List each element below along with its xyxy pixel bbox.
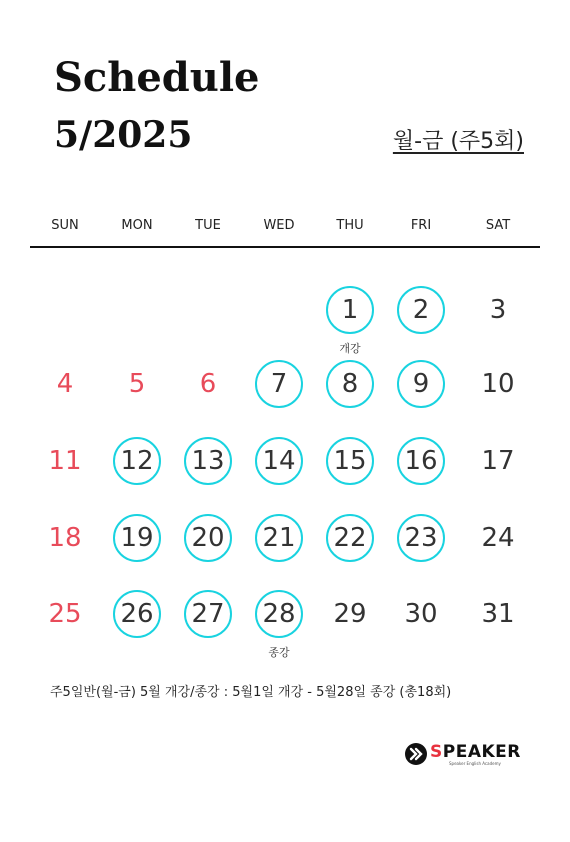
logo-rest: PEAKER: [442, 742, 521, 762]
weekday-thu: THU: [336, 218, 364, 233]
day-note-28: 종강: [268, 646, 290, 659]
month-year: 5/2025: [54, 114, 193, 156]
speaker-logo: [405, 741, 525, 769]
day-cell-15: 15: [326, 437, 374, 485]
weekday-fri: FRI: [410, 218, 432, 233]
weekday-wed: WED: [263, 218, 295, 233]
day-cell-11: 11: [48, 446, 82, 476]
day-cell-1: 1: [326, 286, 374, 334]
day-cell-8: 8: [326, 360, 374, 408]
weekday-sat: SAT: [485, 218, 511, 233]
day-cell-21: 21: [255, 514, 303, 562]
day-cell-19: 19: [113, 514, 161, 562]
day-cell-4: 4: [56, 369, 74, 399]
schedule-note: 주5일반(월-금) 5월 개강/종강 : 5월1일 개강 - 5월28일 종강 (총18회): [50, 685, 452, 700]
day-cell-13: 13: [184, 437, 232, 485]
day-cell-22: 22: [326, 514, 374, 562]
day-cell-20: 20: [184, 514, 232, 562]
page-title: Schedule: [54, 54, 260, 101]
weekday-mon: MON: [121, 218, 153, 233]
day-cell-10: 10: [481, 369, 515, 399]
day-cell-16: 16: [397, 437, 445, 485]
logo-accent: S: [430, 742, 443, 762]
day-cell-23: 23: [397, 514, 445, 562]
day-cell-12: 12: [113, 437, 161, 485]
day-cell-27: 27: [184, 590, 232, 638]
logo-tagline: Speaker English Academy: [449, 761, 501, 766]
day-cell-5: 5: [128, 369, 146, 399]
day-cell-28: 28: [255, 590, 303, 638]
day-cell-2: 2: [397, 286, 445, 334]
day-cell-24: 24: [481, 523, 515, 553]
day-cell-9: 9: [397, 360, 445, 408]
logo-mark-icon: [405, 743, 427, 765]
weekday-header: [0, 216, 570, 236]
logo-wordmark: [430, 741, 521, 763]
frequency-label: 월-금 (주5회): [392, 129, 524, 154]
day-cell-29: 29: [333, 599, 367, 629]
header-divider: [30, 246, 540, 248]
day-cell-18: 18: [48, 523, 82, 553]
weekday-tue: TUE: [195, 218, 221, 233]
day-cell-17: 17: [481, 446, 515, 476]
day-note-1: 개강: [339, 342, 361, 355]
day-cell-26: 26: [113, 590, 161, 638]
day-cell-3: 3: [489, 295, 507, 325]
day-cell-25: 25: [48, 599, 82, 629]
day-cell-30: 30: [404, 599, 438, 629]
day-cell-14: 14: [255, 437, 303, 485]
day-cell-6: 6: [199, 369, 217, 399]
day-cell-7: 7: [255, 360, 303, 408]
weekday-sun: SUN: [51, 218, 79, 233]
day-cell-31: 31: [481, 599, 515, 629]
